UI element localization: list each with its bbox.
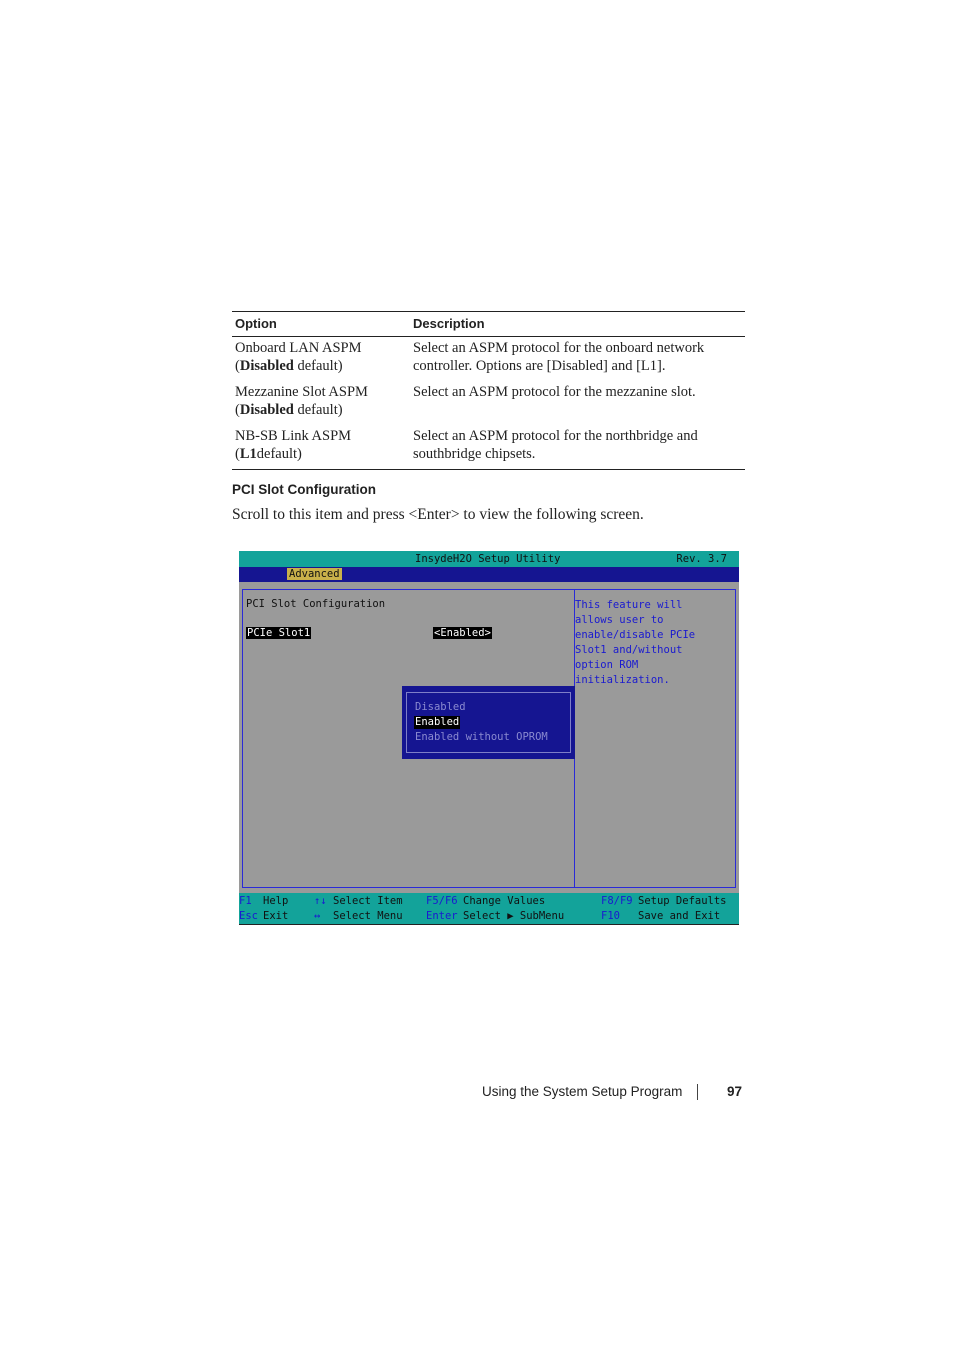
enter-desc: Select ▶ SubMenu <box>463 910 565 922</box>
bios-title: InsydeH2O Setup Utility <box>415 553 561 565</box>
intro-text: Scroll to this item and press <Enter> to view the following screen. <box>232 506 644 523</box>
tab-advanced[interactable]: Advanced <box>289 568 340 580</box>
up-down-desc: Select Item <box>333 895 403 907</box>
f10-key: F10 <box>601 910 620 922</box>
bios-title-bar <box>239 551 739 567</box>
left-right-key: ↔ <box>314 910 321 922</box>
header-description: Description <box>410 312 745 337</box>
popup-option-enabled-without-oprom[interactable]: Enabled without OPROM <box>415 731 548 743</box>
enter-key: Enter <box>426 910 458 922</box>
description-cell: Select an ASPM protocol for the northbridge and southbridge chipsets. <box>410 425 745 470</box>
f10-desc: Save and Exit <box>638 910 721 922</box>
pcie-slot1-value[interactable]: <Enabled> <box>434 627 491 639</box>
pcie-slot1-item[interactable]: PCIe Slot1 <box>247 627 311 639</box>
options-popup-frame <box>406 692 571 753</box>
f5-f6-key: F5/F6 <box>426 895 458 907</box>
description-cell: Select an ASPM protocol for the onboard network controller. Options are [Disabled] and [L1]. <box>413 340 705 374</box>
up-down-key: ↑↓ <box>314 895 327 907</box>
default-prefix: ( <box>235 358 240 374</box>
footer-divider <box>697 1084 698 1100</box>
default-suffix: default) <box>256 446 302 462</box>
section-heading: PCI Slot Configuration <box>232 482 376 497</box>
page-number: 97 <box>727 1084 743 1099</box>
bios-help-text: This feature will allows user to enable/disable PCIe Slot1 and/without option ROM initialization. <box>575 599 696 686</box>
f1-key: F1 <box>239 895 252 907</box>
option-name: Onboard LAN ASPM <box>235 340 362 356</box>
default-prefix: ( <box>235 446 240 462</box>
f8-f9-desc: Setup Defaults <box>638 895 727 907</box>
default-value: Disabled <box>239 402 294 418</box>
options-table <box>232 311 745 470</box>
option-name: Mezzanine Slot ASPM <box>235 384 368 400</box>
bios-menu-bar <box>239 567 739 582</box>
esc-key: Esc <box>239 910 258 922</box>
f1-desc: Help <box>263 895 289 907</box>
bios-section-title: PCI Slot Configuration <box>246 598 386 610</box>
bios-help-panel <box>573 589 736 888</box>
f8-f9-key: F8/F9 <box>601 895 633 907</box>
bios-revision: Rev. 3.7 <box>676 553 727 565</box>
option-cell <box>232 337 410 382</box>
bios-screenshot <box>239 551 739 925</box>
header-option: Option <box>232 312 410 337</box>
popup-option-enabled[interactable]: Enabled <box>415 716 460 728</box>
default-suffix: default) <box>293 358 343 374</box>
default-suffix: default) <box>293 402 343 418</box>
esc-desc: Exit <box>263 910 289 922</box>
f5-f6-desc: Change Values <box>463 895 546 907</box>
bios-footer <box>239 893 739 924</box>
default-value: L1 <box>239 446 257 462</box>
description-cell: Select an ASPM protocol for the mezzanine slot. <box>413 384 696 400</box>
options-popup <box>402 686 575 759</box>
popup-option-disabled[interactable]: Disabled <box>415 701 466 713</box>
table-row <box>232 425 745 470</box>
page-footer-text: Using the System Setup Program <box>482 1084 683 1099</box>
table-row <box>232 381 745 425</box>
default-prefix: ( <box>235 402 240 418</box>
table-header-row <box>232 312 745 337</box>
option-name: NB-SB Link ASPM <box>235 428 352 444</box>
table-row <box>232 337 745 382</box>
left-right-desc: Select Menu <box>333 910 403 922</box>
default-value: Disabled <box>239 358 294 374</box>
option-cell <box>232 425 410 470</box>
option-cell <box>232 381 410 425</box>
